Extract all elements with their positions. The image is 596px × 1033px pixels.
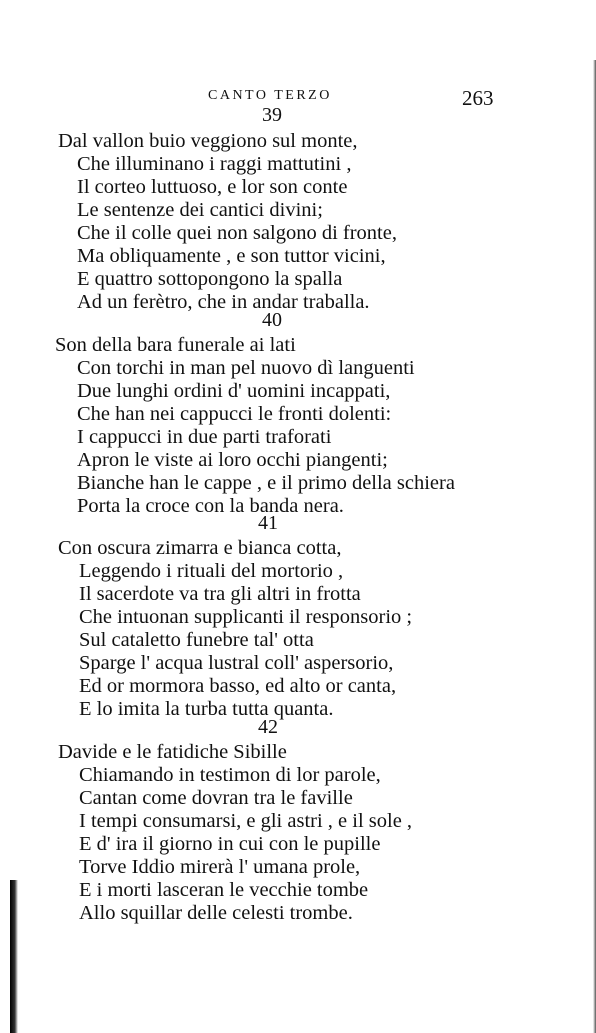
verse-line: Dal vallon buio veggiono sul monte, bbox=[58, 130, 358, 152]
verse-line: Son della bara funerale ai lati bbox=[55, 334, 296, 356]
verse-line: Con oscura zimarra e bianca cotta, bbox=[58, 537, 342, 559]
verse-line: Chiamando in testimon di lor parole, bbox=[79, 764, 381, 786]
stanza-number: 42 bbox=[258, 716, 278, 738]
verse-line: Che intuonan supplicanti il responsorio ; bbox=[79, 606, 413, 628]
verse-line: Che han nei cappucci le fronti dolenti: bbox=[77, 403, 392, 425]
verse-line: Il sacerdote va tra gli altri in frotta bbox=[79, 583, 361, 605]
verse-line: Con torchi in man pel nuovo dì languenti bbox=[77, 357, 415, 379]
verse-line: I cappucci in due parti traforati bbox=[77, 426, 332, 448]
verse-line: Ed or mormora basso, ed alto or canta, bbox=[79, 675, 397, 697]
verse-line: Davide e le fatidiche Sibille bbox=[58, 741, 287, 763]
stanza-number: 40 bbox=[262, 309, 282, 331]
verse-line: Torve Iddio mirerà l' umana prole, bbox=[79, 856, 361, 878]
verse-line: Cantan come dovran tra le faville bbox=[79, 787, 353, 809]
stanza-number: 41 bbox=[258, 512, 278, 534]
verse-line: Che illuminano i raggi mattutini , bbox=[77, 153, 352, 175]
verse-line: I tempi consumarsi, e gli astri , e il sole , bbox=[79, 810, 413, 832]
verse-line: Porta la croce con la banda nera. bbox=[77, 495, 344, 517]
verse-line: Apron le viste ai loro occhi piangenti; bbox=[77, 449, 388, 471]
verse-line: Sul cataletto funebre tal' otta bbox=[79, 629, 314, 651]
canto-title: CANTO TERZO bbox=[208, 88, 332, 103]
page-edge-shadow-left bbox=[10, 880, 18, 1033]
verse-line: Ma obliquamente , e son tuttor vicini, bbox=[77, 245, 386, 267]
verse-line: Allo squillar delle celesti trombe. bbox=[79, 902, 353, 924]
verse-line: E quattro sottopongono la spalla bbox=[77, 268, 343, 290]
stanza-number: 39 bbox=[262, 104, 282, 126]
verse-line: Il corteo luttuoso, e lor son conte bbox=[77, 176, 348, 198]
verse-line: E i morti lasceran le vecchie tombe bbox=[79, 879, 369, 901]
verse-line: E lo imita la turba tutta quanta. bbox=[79, 698, 334, 720]
verse-line: Sparge l' acqua lustral coll' aspersorio, bbox=[79, 652, 394, 674]
verse-line: Ad un ferètro, che in andar traballa. bbox=[77, 291, 370, 313]
verse-line: Che il colle quei non salgono di fronte, bbox=[77, 222, 397, 244]
verse-line: Le sentenze dei cantici divini; bbox=[77, 199, 323, 221]
verse-line: Due lunghi ordini d' uomini incappati, bbox=[77, 380, 391, 402]
page-number: 263 bbox=[462, 86, 494, 110]
verse-line: E d' ira il giorno in cui con le pupille bbox=[79, 833, 381, 855]
verse-line: Leggendo i rituali del mortorio , bbox=[79, 560, 344, 582]
verse-line: Bianche han le cappe , e il primo della schiera bbox=[77, 472, 455, 494]
